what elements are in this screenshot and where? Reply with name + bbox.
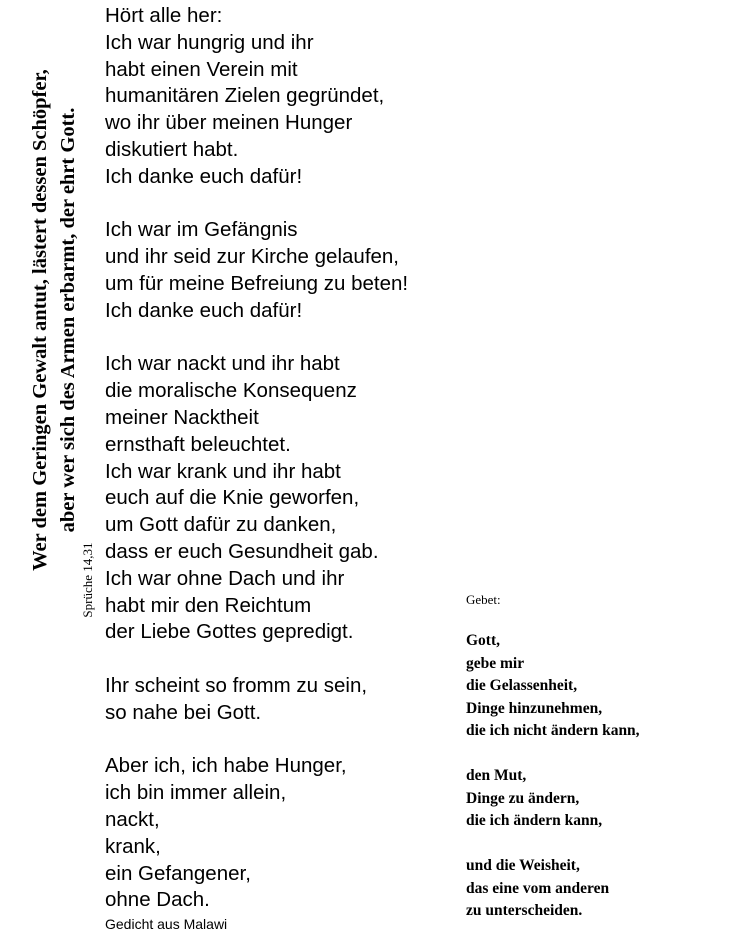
- prayer-line: und die Weisheit,: [466, 857, 580, 874]
- poem-stanza: [105, 217, 465, 324]
- poem-line: euch auf die Knie geworfen,: [105, 486, 360, 510]
- prayer-line: den Mut,: [466, 767, 527, 784]
- poem-line: dass er euch Gesundheit gab.: [105, 539, 379, 563]
- poem-line: Ich war im Gefängnis: [105, 218, 298, 242]
- prayer-line: das eine vom anderen: [466, 879, 610, 897]
- bible-quote-line-1: Wer dem Geringen Gewalt antut, lästert dessen Schöpfer,: [29, 69, 51, 571]
- prayer-line: Gott,: [466, 632, 501, 649]
- poem-line: um Gott dafür zu danken,: [105, 513, 337, 537]
- prayer-label: Gebet:: [466, 592, 501, 607]
- poem-line: um für meine Befreiung zu beten!: [105, 271, 409, 295]
- poem-stanza: [105, 753, 465, 914]
- prayer-stanza: [466, 765, 726, 833]
- poem-line: ernsthaft beleuchtet.: [105, 432, 291, 456]
- poem-line: ohne Dach.: [105, 888, 210, 912]
- poem-line: habt mir den Reichtum: [105, 593, 312, 617]
- poem-line: habt einen Verein mit: [105, 57, 298, 81]
- poem-line: Ich danke euch dafür!: [105, 164, 303, 188]
- poem-stanza: [105, 3, 465, 191]
- poem-line: meiner Nacktheit: [105, 405, 259, 429]
- prayer-line: die ich nicht ändern kann,: [466, 722, 640, 739]
- poem-line: ich bin immer allein,: [105, 781, 287, 805]
- prayer-line: Dinge zu ändern,: [466, 789, 580, 807]
- poem-line: und ihr seid zur Kirche gelaufen,: [105, 245, 400, 269]
- prayer: [466, 630, 726, 923]
- poem-line: Aber ich, ich habe Hunger,: [105, 754, 347, 778]
- bible-quote: [26, 0, 82, 640]
- poem-line: die moralische Konsequenz: [105, 379, 357, 403]
- bible-reference: [79, 530, 99, 630]
- prayer-stanza: [466, 855, 726, 923]
- prayer-line: die Gelassenheit,: [466, 677, 578, 694]
- poem-line: so nahe bei Gott.: [105, 700, 262, 724]
- poem-line: Ich danke euch dafür!: [105, 298, 303, 322]
- prayer-line: Dinge hinzunehmen,: [466, 699, 603, 717]
- prayer-line: die ich ändern kann,: [466, 812, 603, 829]
- poem-line: Ihr scheint so fromm zu sein,: [105, 673, 368, 697]
- poem-line: Ich war ohne Dach und ihr: [105, 566, 345, 590]
- prayer-stanza: [466, 630, 726, 743]
- poem-line: Ich war krank und ihr habt: [105, 459, 341, 483]
- poem-line: Hört alle her:: [105, 4, 223, 27]
- poem-line: ein Gefangener,: [105, 861, 251, 885]
- bible-reference-text: Sprüche 14,31: [80, 542, 95, 618]
- poem-line: Ich war nackt und ihr habt: [105, 352, 340, 376]
- prayer-line: zu unterscheiden.: [466, 902, 583, 919]
- poem-line: wo ihr über meinen Hunger: [105, 111, 353, 135]
- poem: [105, 3, 465, 914]
- poem-attribution: Gedicht aus Malawi: [105, 916, 228, 932]
- poem-line: diskutiert habt.: [105, 137, 239, 161]
- poem-stanza: [105, 673, 465, 727]
- poem-line: krank,: [105, 834, 161, 858]
- poem-line: Ich war hungrig und ihr: [105, 30, 314, 54]
- poem-stanza: [105, 351, 465, 646]
- prayer-line: gebe mir: [466, 654, 525, 672]
- poem-line: humanitären Zielen gegründet,: [105, 84, 385, 108]
- poem-line: der Liebe Gottes gepredigt.: [105, 620, 354, 644]
- bible-quote-line-2: aber wer sich des Armen erbarmt, der ehrt Gott.: [57, 107, 79, 533]
- poem-line: nackt,: [105, 807, 160, 831]
